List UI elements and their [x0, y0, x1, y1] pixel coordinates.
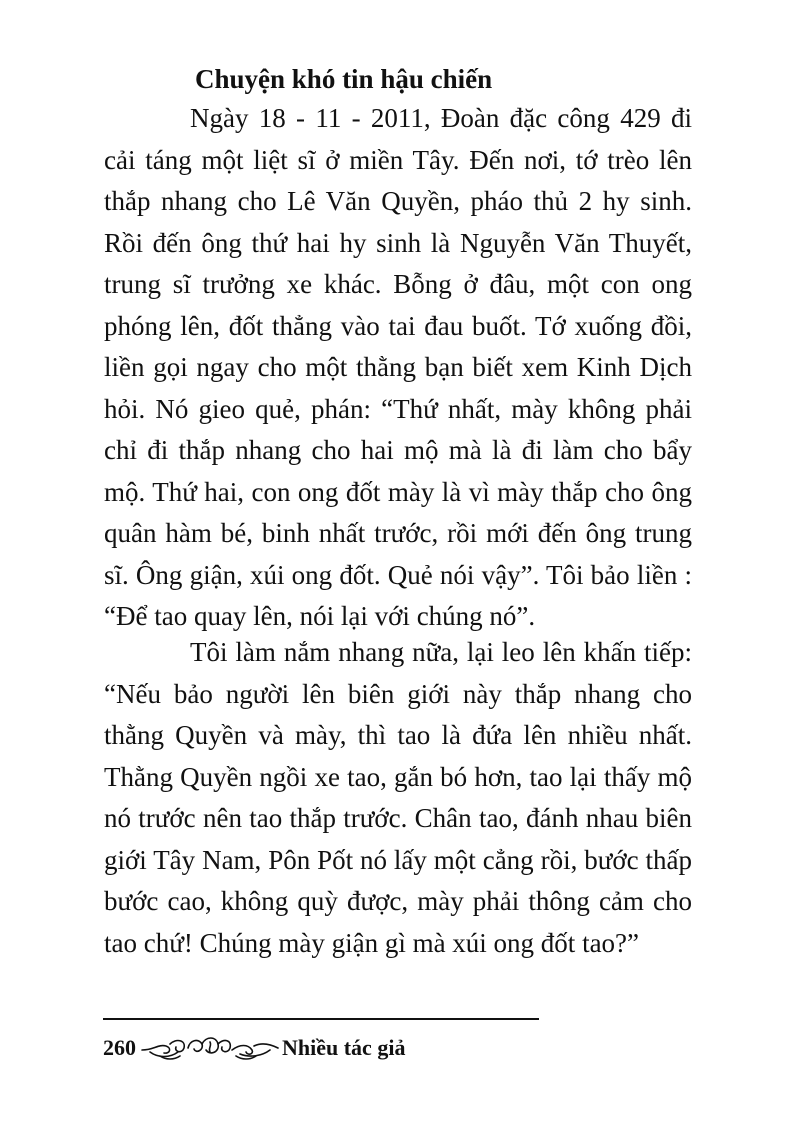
- page-footer: [103, 1033, 405, 1063]
- floral-vine-ornament-icon: [140, 1034, 280, 1062]
- paragraph-2: Tôi làm nắm nhang nữa, lại leo lên khấn tiếp: “Nếu bảo người lên biên giới này thắp nhang cho thằng Quyền và mày, thì tao là đứa lên nhiều nhất. Thằng Quyền ngồi xe tao, gắn bó hơn, tao lại thấy mộ nó trước nên tao thắp trước. Chân tao, đánh nhau biên giới Tây Nam, Pôn Pốt nó lấy một cẳng rồi, bước thấp bước cao, không quỳ được, mày phải thông cảm cho tao chứ! Chúng mày giận gì mà xúi ong đốt tao?”: [104, 637, 692, 958]
- page-number: 260: [103, 1035, 136, 1060]
- article-title: Chuyện khó tin hậu chiến: [195, 64, 493, 94]
- paragraph-1: Ngày 18 - 11 - 2011, Đoàn đặc công 429 đi cải táng một liệt sĩ ở miền Tây. Đến nơi, tớ trèo lên thắp nhang cho Lê Văn Quyền, pháo thủ 2 hy sinh. Rồi đến ông thứ hai hy sinh là Nguyễn Văn Thuyết, trung sĩ trưởng xe khác. Bỗng ở đâu, một con ong phóng lên, đốt thẳng vào tai đau buốt. Tớ xuống đồi, liền gọi ngay cho một thằng bạn biết xem Kinh Dịch hỏi. Nó gieo quẻ, phán: “Thứ nhất, mày không phải chỉ đi thắp nhang cho hai mộ mà là đi làm cho bẩy mộ. Thứ hai, con ong đốt mày là vì mày thắp cho ông quân hàm bé, binh nhất trước, rồi mới đến ông trung sĩ. Ông giận, xúi ong đốt. Quẻ nói vậy”. Tôi bảo liền : “Để tao quay lên, nói lại với chúng nó”.: [104, 103, 692, 631]
- article-body-first: [104, 98, 692, 638]
- book-title: Nhiều tác giả: [282, 1035, 406, 1060]
- article-body-second: [104, 632, 692, 964]
- footer-divider: [103, 1018, 539, 1020]
